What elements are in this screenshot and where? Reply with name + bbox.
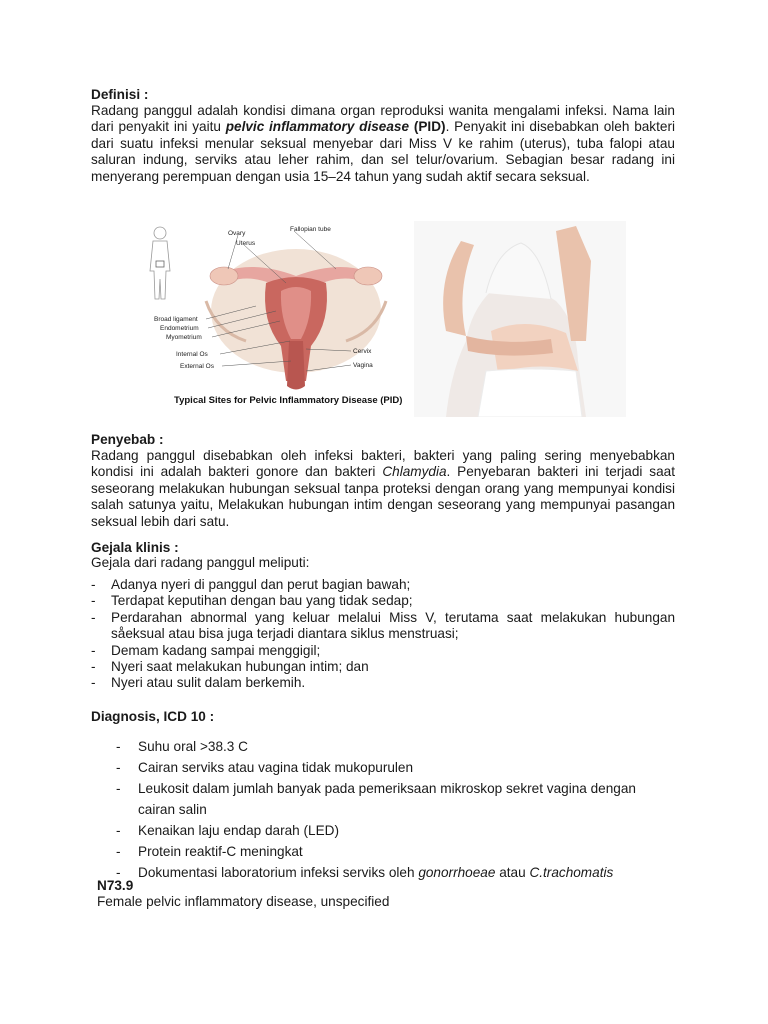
list-item: - Terdapat keputihan dengan bau yang tidak sedap;: [91, 593, 675, 609]
penyebab-paragraph: [91, 448, 675, 530]
definisi-paragraph: [91, 103, 675, 185]
gejala-heading: Gejala klinis :: [91, 540, 179, 555]
list-item: - Nyeri saat melakukan hubungan intim; dan: [91, 659, 675, 675]
diagnosis-last-text-2: atau: [495, 865, 530, 880]
definisi-heading: Definisi :: [91, 87, 149, 102]
list-item: - Demam kadang sampai menggigil;: [91, 643, 675, 659]
list-item: - Nyeri atau sulit dalam berkemih.: [91, 675, 675, 691]
list-item: - Protein reaktif-C meningkat: [116, 841, 676, 862]
list-item: - Suhu oral >38.3 C: [116, 736, 676, 757]
label-vagina: Vagina: [353, 362, 373, 369]
diagnosis-heading: Diagnosis, ICD 10 :: [91, 709, 215, 724]
penyebab-text-1: Radang panggul disebabkan oleh infeksi bakteri, bakteri yang paling sering menyebabkan kondisi ini adalah bakteri gonore dan bakteri: [91, 448, 675, 480]
label-fallopian-tube: Fallopian tube: [290, 226, 331, 233]
figure-caption: Typical Sites for Pelvic Inflammatory Disease (PID): [174, 395, 403, 406]
list-item: - Perdarahan abnormal yang keluar melalui Miss V, terutama saat melakukan hubungan såeksual atau bisa juga terjadi diantara siklus menstruasi;: [91, 610, 675, 643]
list-item: - Adanya nyeri di panggul dan perut bagian bawah;: [91, 577, 675, 593]
label-myometrium: Myometrium: [166, 334, 202, 341]
definisi-text-2: . Penyakit ini disebabkan oleh bakteri dari suatu infeksi menular seksual menyebar dari Miss V ke rahim (uterus), tuba falopi atau saluran indung, serviks atau leher rahim, dan sel telur/ovarium. Sebagian besar radang ini menyerang perempuan dengan usia 15–24 tahun yang sudah aktif secara seksual.: [91, 119, 675, 184]
penyebab-text-2: . Penyebaran bakteri ini terjadi saat seseorang melakukan hubungan seksual tanpa proteksi dengan orang yang mempunyai kondisi salah satunya yaitu, Melakukan hubungan intim dengan seseorang yang mempunyai pasangan seksual lebih dari satu.: [91, 464, 675, 529]
definisi-pid: (PID): [409, 119, 446, 135]
label-ovary: Ovary: [228, 230, 246, 237]
icd-description: Female pelvic inflammatory disease, unspecified: [97, 894, 390, 909]
label-cervix: Cervix: [353, 348, 372, 355]
definisi-emphasis: pelvic inflammatory disease: [225, 119, 410, 135]
label-endometrium: Endometrium: [160, 325, 199, 332]
pid-anatomy-figure: [146, 221, 626, 417]
gejala-intro: Gejala dari radang panggul meliputi:: [91, 555, 310, 570]
label-uterus: Uterus: [236, 240, 256, 247]
diagnosis-list: [116, 736, 676, 883]
diagnosis-last-em-2: C.trachomatis: [529, 865, 614, 880]
list-item: - Kenaikan laju endap darah (LED): [116, 820, 676, 841]
icd-code: N73.9: [97, 878, 134, 893]
label-external-os: External Os: [180, 363, 214, 370]
list-item: - Cairan serviks atau vagina tidak mukopurulen: [116, 757, 676, 778]
back-pain-photo: [414, 221, 626, 417]
penyebab-heading: Penyebab :: [91, 432, 164, 447]
definisi-text-1: Radang panggul adalah kondisi dimana organ reproduksi wanita mengalami infeksi. Nama lain dari penyakit ini yaitu: [91, 103, 675, 135]
list-item: - Leukosit dalam jumlah banyak pada pemeriksaan mikroskop sekret vagina dengan cairan salin: [116, 778, 676, 820]
list-item: [116, 862, 676, 883]
penyebab-emphasis: Chlamydia: [382, 464, 447, 480]
gejala-list: [91, 577, 675, 692]
diagnosis-last-em-1: gonorrhoeae: [418, 865, 496, 880]
diagnosis-last-text-1: Dokumentasi laboratorium infeksi serviks oleh: [138, 865, 419, 880]
label-internal-os: Internal Os: [176, 351, 208, 358]
label-broad-ligament: Broad ligament: [154, 316, 198, 323]
